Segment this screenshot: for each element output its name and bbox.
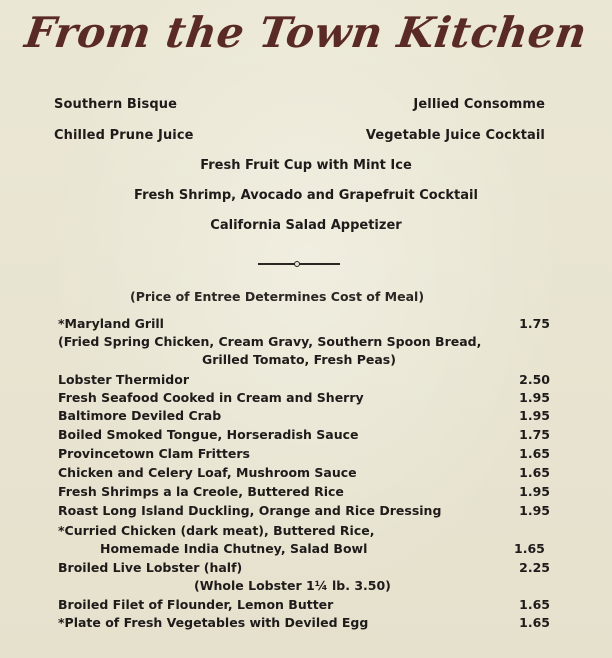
appetizer-fruit-cup: Fresh Fruit Cup with Mint Ice [200,158,412,173]
entree-price: 1.95 [519,408,550,423]
ornament-divider [258,260,340,268]
entree-name: Roast Long Island Duckling, Orange and Rice Dressing [58,503,442,518]
entree-price: 1.95 [519,503,550,518]
entree-price: 2.50 [519,372,550,387]
entree-price: 1.95 [519,390,550,405]
menu-title: From the Town Kitchen [22,8,590,57]
entree-detail: (Whole Lobster 1¼ lb. 3.50) [194,578,391,593]
entree-name: Provincetown Clam Fritters [58,446,250,461]
appetizer-vegetable-juice-cocktail: Vegetable Juice Cocktail [365,128,545,143]
entree-name: Lobster Thermidor [58,372,189,387]
entree-detail: Grilled Tomato, Fresh Peas) [202,352,396,367]
appetizer-jellied-consomme: Jellied Consomme [413,97,545,112]
entree-price: 1.65 [519,615,550,630]
entree-name: Broiled Live Lobster (half) [58,560,243,575]
entree-name: *Plate of Fresh Vegetables with Deviled Egg [58,615,369,630]
entree-name: Broiled Filet of Flounder, Lemon Butter [58,597,334,612]
entree-name: Fresh Seafood Cooked in Cream and Sherry [58,390,364,405]
entree-price: 1.75 [519,427,550,442]
entree-price: 1.95 [519,484,550,499]
entree-name: Chicken and Celery Loaf, Mushroom Sauce [58,465,357,480]
entree-price: 2.25 [519,560,550,575]
entree-price: 1.65 [514,541,545,556]
entree-price: 1.65 [519,446,550,461]
appetizer-chilled-prune-juice: Chilled Prune Juice [54,128,194,143]
entree-price: 1.65 [519,465,550,480]
entree-detail: Homemade India Chutney, Salad Bowl [100,541,368,556]
entree-name: Fresh Shrimps a la Creole, Buttered Rice [58,484,344,499]
entree-price: 1.65 [519,597,550,612]
entree-price: 1.75 [519,316,550,331]
appetizer-southern-bisque: Southern Bisque [54,97,178,112]
appetizer-california-salad: California Salad Appetizer [210,218,402,233]
entree-name: Boiled Smoked Tongue, Horseradish Sauce [58,427,359,442]
entree-name: *Curried Chicken (dark meat), Buttered Rice, [58,523,375,538]
appetizer-shrimp-cocktail: Fresh Shrimp, Avocado and Grapefruit Cocktail [134,188,478,203]
entree-detail: (Fried Spring Chicken, Cream Gravy, Southern Spoon Bread, [58,334,482,349]
entree-name: *Maryland Grill [58,316,164,331]
price-note: (Price of Entree Determines Cost of Meal) [130,289,425,304]
entree-name: Baltimore Deviled Crab [58,408,222,423]
divider-ornament-icon [294,261,300,267]
